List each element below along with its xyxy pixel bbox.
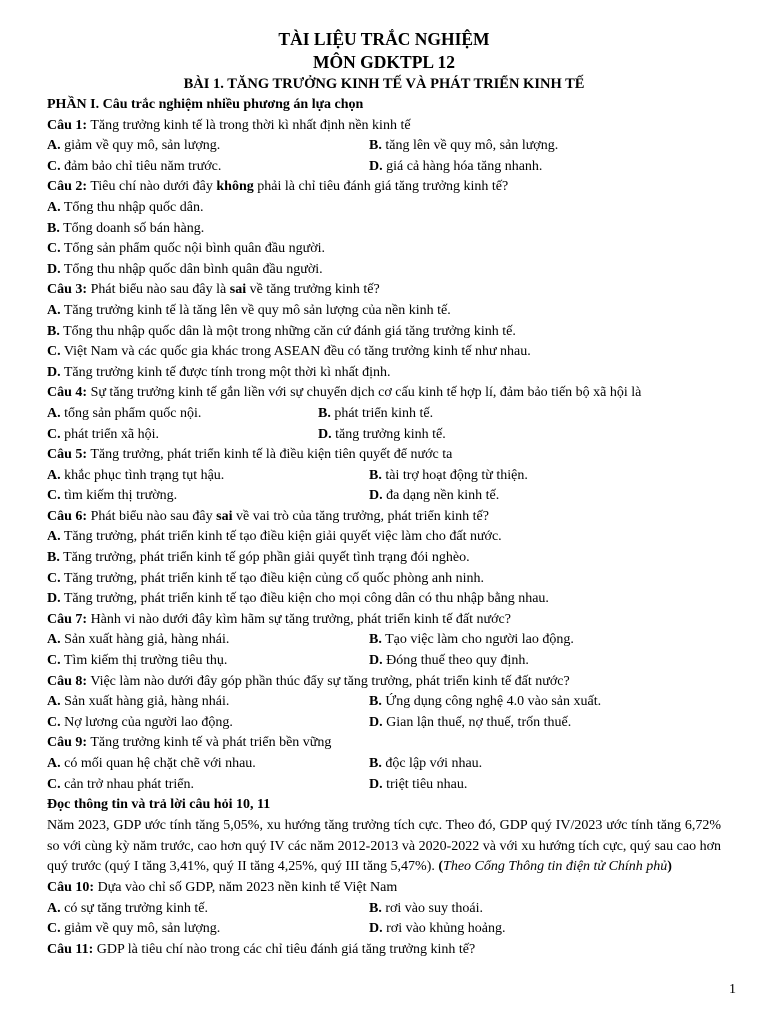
question-8: Câu 8: Việc làm nào dưới đây góp phần thúc đẩy sự tăng trưởng, phát triển kinh tế đất nước?	[47, 673, 570, 689]
options-q1	[47, 136, 721, 177]
option-c: C. đảm bảo chỉ tiêu năm trước.	[47, 158, 222, 174]
lesson-title: BÀI 1. TĂNG TRƯỞNG KINH TẾ VÀ PHÁT TRIỂN KINH TẾ	[183, 76, 585, 92]
options-q5	[47, 466, 721, 507]
options-q4	[47, 404, 721, 445]
option-d: D. đa dạng nền kinh tế.	[369, 488, 500, 504]
option-b: B. Tổng thu nhập quốc dân là một trong những căn cứ đánh giá tăng trưởng kinh tế.	[47, 323, 516, 339]
option-d: D. rơi vào khủng hoảng.	[369, 921, 506, 937]
question-number: Câu 1:	[47, 117, 88, 133]
question-text: Tăng trưởng kinh tế là trong thời kì nhất định nền kinh tế	[90, 117, 411, 133]
option-d: D. giá cả hàng hóa tăng nhanh.	[369, 158, 543, 174]
option-d: D. Gian lận thuế, nợ thuế, trốn thuế.	[369, 714, 572, 730]
question-3: Câu 3: Phát biểu nào sau đây là sai về tăng trưởng kinh tế?	[47, 282, 380, 298]
option-b: B. Tạo việc làm cho người lao động.	[369, 632, 574, 648]
option-c: C. Tổng sản phẩm quốc nội bình quân đầu người.	[47, 241, 325, 257]
option-c: C. Tăng trưởng, phát triển kinh tế tạo điều kiện củng cố quốc phòng anh ninh.	[47, 570, 484, 586]
option-d: D. Tăng trưởng kinh tế được tính trong một thời kì nhất định.	[47, 364, 391, 380]
option-b: B. Ứng dụng công nghệ 4.0 vào sản xuất.	[369, 694, 602, 710]
subject-title: MÔN GDKTPL 12	[313, 52, 455, 72]
option-b: B. Tăng trưởng, phát triển kinh tế góp phần giải quyết tình trạng đói nghèo.	[47, 550, 470, 566]
question-11: Câu 11: GDP là tiêu chí nào trong các chỉ tiêu đánh giá tăng trưởng kinh tế?	[47, 941, 476, 957]
option-c: C. phát triển xã hội.	[47, 426, 159, 442]
option-b: B. tăng lên về quy mô, sản lượng.	[369, 138, 559, 154]
option-b: B. Tổng doanh số bán hàng.	[47, 220, 205, 236]
option-a: A. có sự tăng trưởng kinh tế.	[47, 900, 209, 916]
question-2: Câu 2: Tiêu chí nào dưới đây không phải là chỉ tiêu đánh giá tăng trưởng kinh tế?	[47, 179, 509, 195]
option-d: D. Tăng trưởng, phát triển kinh tế tạo điều kiện cho mọi công dân có thu nhập bằng nhau.	[47, 591, 549, 607]
option-c: C. Tìm kiếm thị trường tiêu thụ.	[47, 653, 228, 669]
option-a: A. khắc phục tình trạng tụt hậu.	[47, 467, 225, 483]
option-a: A. Sản xuất hàng giả, hàng nhái.	[47, 694, 230, 710]
option-d: D. tăng trưởng kinh tế.	[318, 426, 446, 442]
option-a: A. giảm về quy mô, sản lượng.	[47, 138, 221, 154]
option-d: D. triệt tiêu nhau.	[369, 776, 468, 792]
options-q8	[47, 692, 721, 733]
option-a: A. Tổng thu nhập quốc dân.	[47, 199, 204, 215]
question-7: Câu 7: Hành vi nào dưới đây kìm hãm sự tăng trưởng, phát triển kinh tế đất nước?	[47, 611, 511, 627]
options-q7	[47, 630, 721, 671]
option-c: C. Nợ lương của người lao động.	[47, 714, 233, 730]
option-b: B. rơi vào suy thoái.	[369, 900, 483, 916]
option-c: C. Việt Nam và các quốc gia khác trong ASEAN đều có tăng trưởng kinh tế như nhau.	[47, 344, 531, 360]
option-a: A. có mối quan hệ chặt chẽ với nhau.	[47, 756, 256, 771]
option-d: D. Đóng thuế theo quy định.	[369, 653, 529, 669]
reading-passage: Năm 2023, GDP ước tính tăng 5,05%, xu hướng tăng trưởng tích cực. Theo đó, GDP quý IV/2023 ước tính tăng 6,72% so với cùng kỳ năm trước, cao hơn quý IV các năm 2012-2013 và 2020-2022 và với xu hướng tích cực, quý sau cao hơn quý trước (quý I tăng 3,41%, quý II tăng 4,25%, quý III tăng 5,47%). (Theo Cổng Thông tin điện tử Chính phủ)	[47, 817, 721, 875]
document-page	[47, 28, 721, 961]
option-c: C. cản trở nhau phát triển.	[47, 776, 194, 792]
option-a: A. Tăng trưởng kinh tế là tăng lên về quy mô sản lượng của nền kinh tế.	[47, 302, 451, 318]
reading-source: Theo Cổng Thông tin điện tử Chính phủ	[443, 859, 668, 875]
question-9: Câu 9: Tăng trưởng kinh tế và phát triển bền vững	[47, 735, 332, 751]
option-d: D. Tổng thu nhập quốc dân bình quân đầu người.	[47, 261, 323, 277]
options-q9	[47, 754, 721, 795]
reading-heading: Đọc thông tin và trả lời câu hỏi 10, 11	[47, 797, 271, 813]
question-10: Câu 10: Dựa vào chỉ số GDP, năm 2023 nền kinh tế Việt Nam	[47, 880, 398, 896]
option-a: A. tổng sản phẩm quốc nội.	[47, 405, 202, 421]
question-4: Câu 4: Sự tăng trưởng kinh tế gắn liền với sự chuyển dịch cơ cấu kinh tế hợp lí, đảm bảo tiến bộ xã hội là	[47, 385, 642, 401]
question-5: Câu 5: Tăng trưởng, phát triển kinh tế là điều kiện tiên quyết để nước ta	[47, 447, 453, 463]
option-b: B. phát triển kinh tế.	[318, 405, 434, 421]
question-6: Câu 6: Phát biểu nào sau đây sai về vai trò của tăng trưởng, phát triển kinh tế?	[47, 508, 489, 524]
option-c: C. giảm về quy mô, sản lượng.	[47, 921, 221, 937]
question-1	[47, 116, 721, 137]
section-heading: PHẦN I. Câu trắc nghiệm nhiều phương án lựa chọn	[47, 97, 364, 112]
options-q10	[47, 899, 721, 940]
document-title: TÀI LIỆU TRẮC NGHIỆM	[278, 29, 490, 49]
option-b: B. độc lập với nhau.	[369, 756, 483, 771]
page-number: 1	[729, 982, 736, 997]
option-a: A. Tăng trưởng, phát triển kinh tế tạo điều kiện giải quyết việc làm cho đất nước.	[47, 529, 502, 545]
option-b: B. tài trợ hoạt động từ thiện.	[369, 467, 528, 483]
option-a: A. Sản xuất hàng giả, hàng nhái.	[47, 632, 230, 648]
option-c: C. tìm kiếm thị trường.	[47, 488, 178, 504]
